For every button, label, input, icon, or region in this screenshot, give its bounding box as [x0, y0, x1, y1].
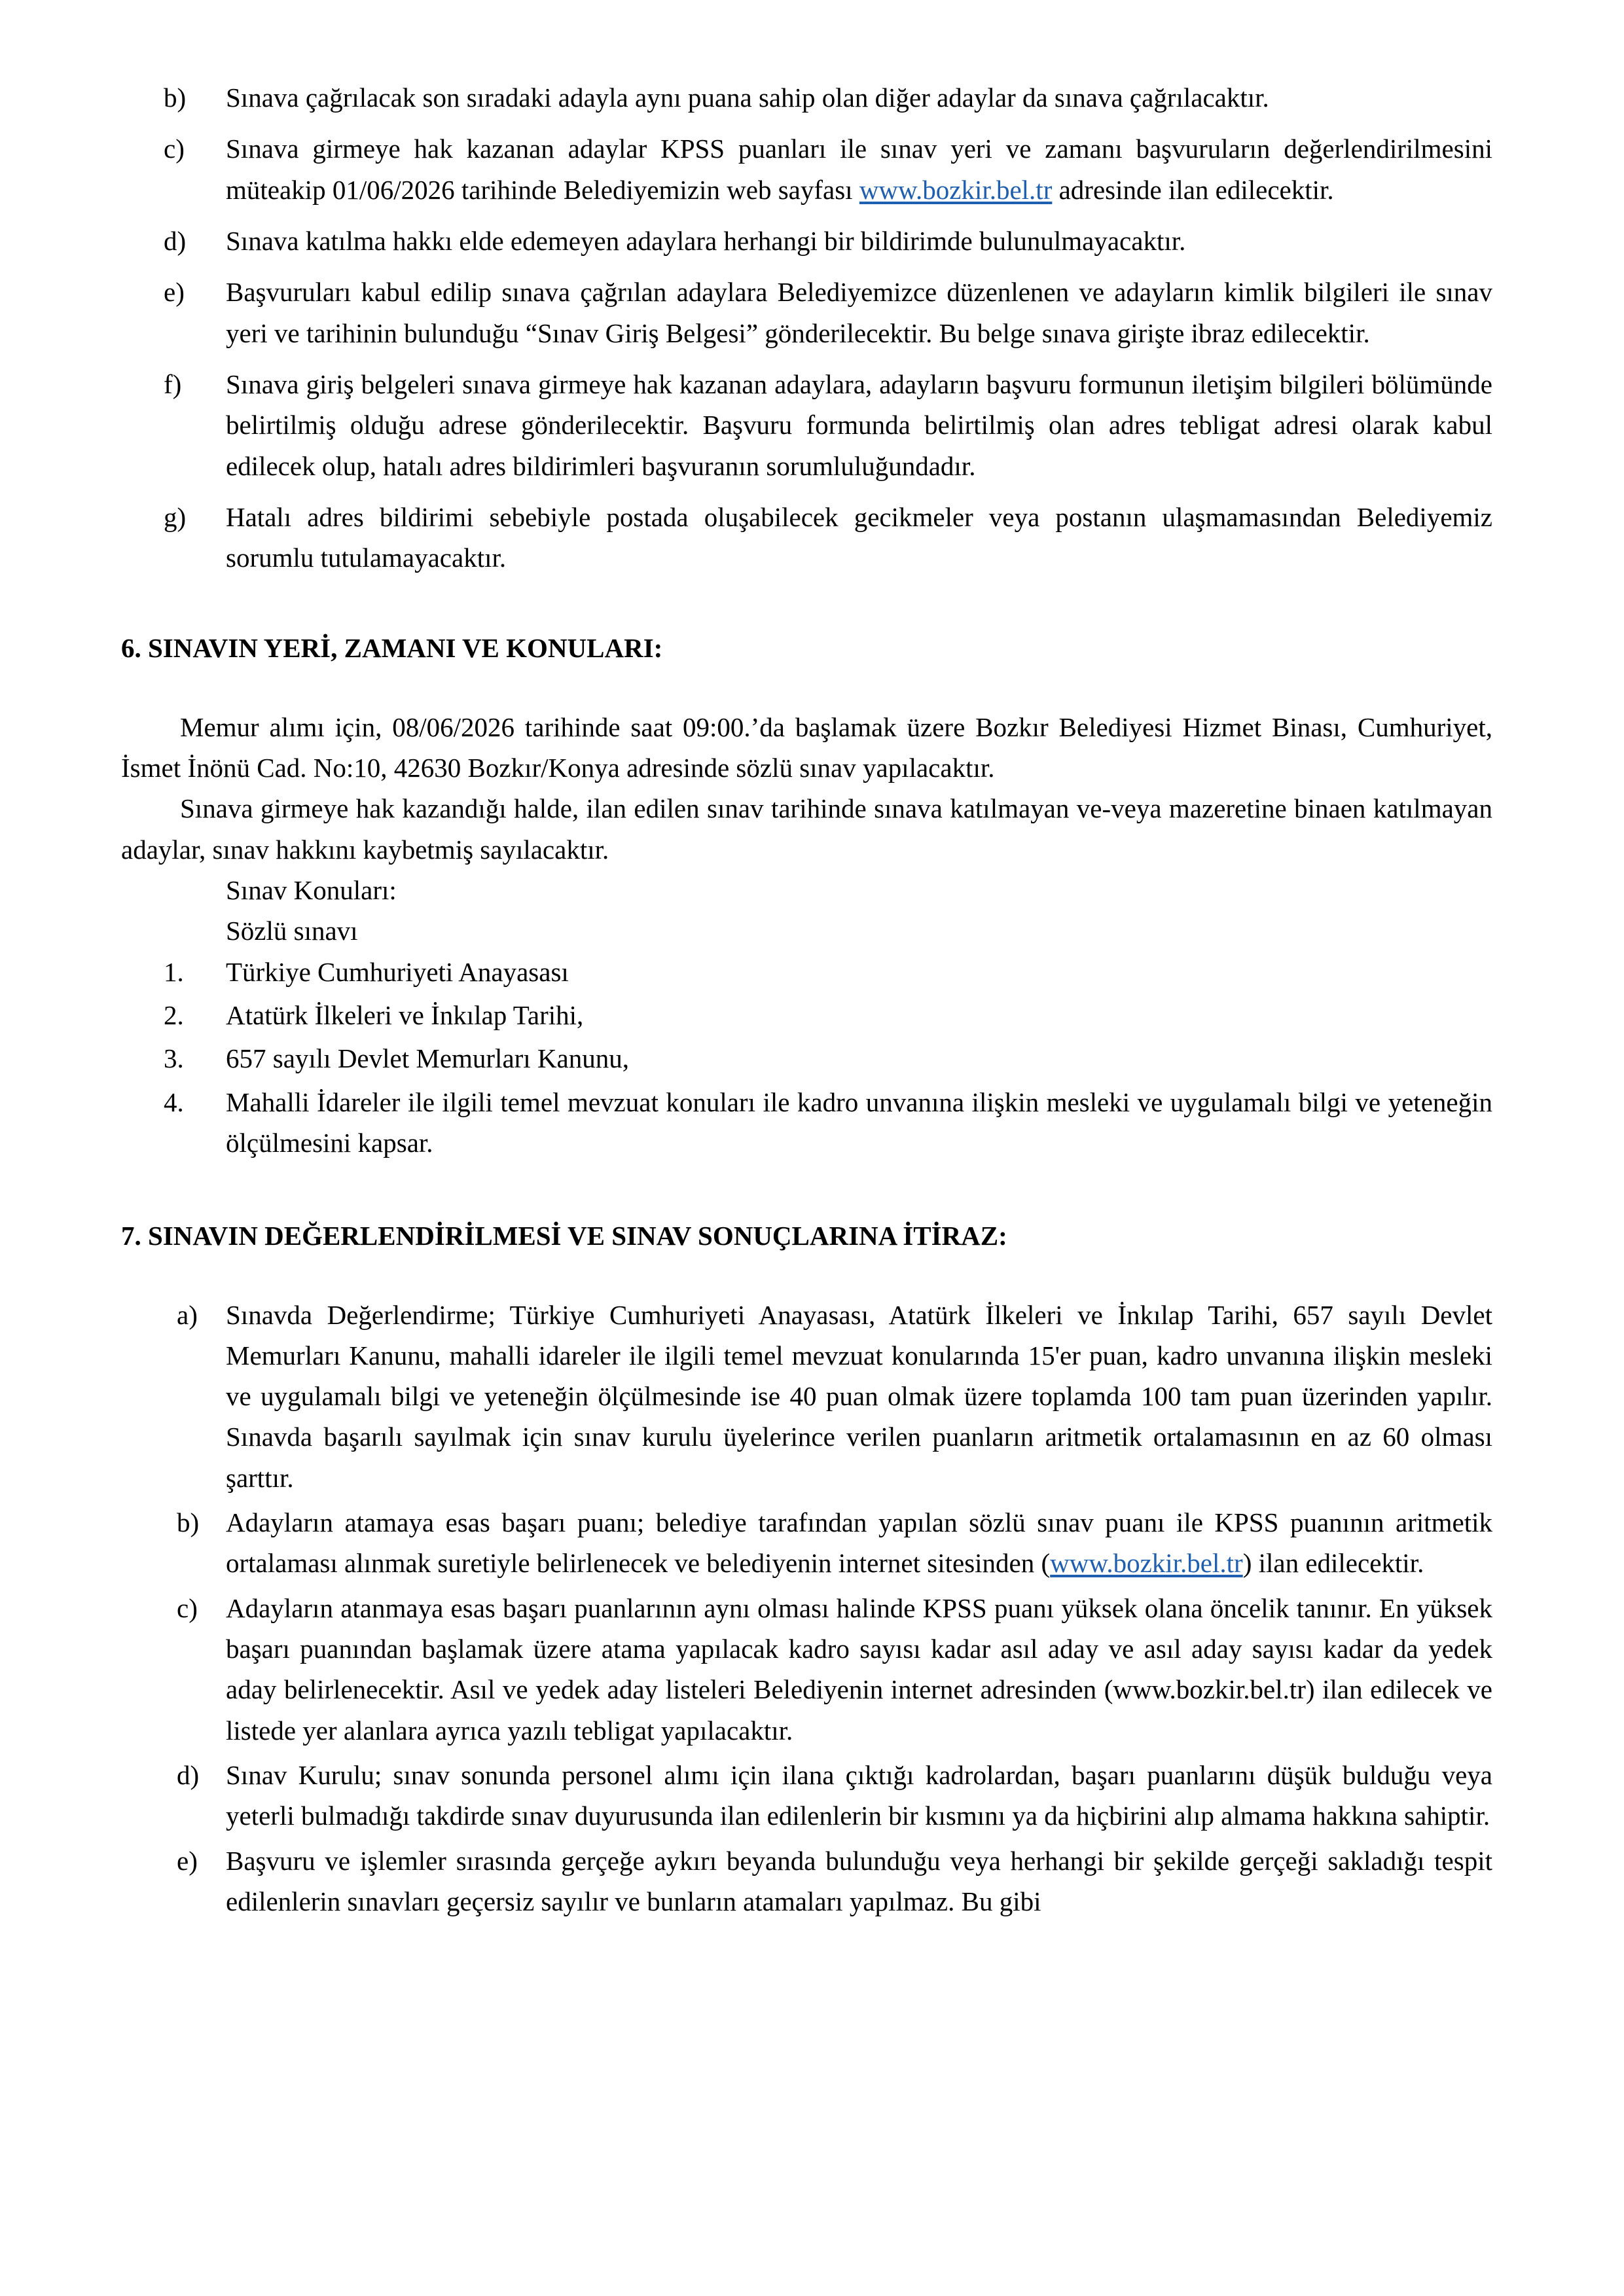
topic-text-3: 657 sayılı Devlet Memurları Kanunu, [226, 1043, 630, 1074]
spacer-after-section6-heading [121, 669, 1492, 707]
section7-text-d: Sınav Kurulu; sınav sonunda personel alımı için ilana çıktığı kadrolardan, başarı puanlarını düşük bulduğu veya yeterli bulmadığı takdirde sınav duyurusunda ilan edilenlerin bir kısmını ya da hiçbirini alıp almama hakkına sahiptir. [226, 1759, 1492, 1831]
topic-item-2 [121, 995, 1492, 1035]
section7-item-a [121, 1295, 1492, 1499]
list-text-b: Sınava çağrılacak son sıradaki adayla aynı puana sahip olan diğer adaylar da sınava çağrılacaktır. [226, 82, 1269, 113]
list-item-e [121, 272, 1492, 353]
section7-marker-a: a) [177, 1299, 198, 1330]
list-text-c-before: Sınava girmeye hak kazanan adaylar KPSS puanları ile sınav yeri ve zamanı başvuruların değerlendirilmesini müteakip 01/06/2026 tarihinde Belediyemizin web sayfası [226, 134, 1492, 205]
topic-item-3 [121, 1038, 1492, 1079]
list-text-f: Sınava giriş belgeleri sınava girmeye hak kazanan adaylara, adayların başvuru formunun iletişim bilgileri bölümünde belirtilmiş olduğu adrese gönderilecektir. Başvuru formunda belirtilmiş olan adres tebligat adresi olarak kabul edilecek olup, hatalı adres bildirimleri başvuranın sorumluluğundadır. [226, 368, 1492, 481]
list-item-d [121, 221, 1492, 261]
section7-text-b-after: ) ilan edilecektir. [1242, 1548, 1424, 1579]
topic-marker-3: 3. [164, 1043, 184, 1074]
section7-item-b [121, 1502, 1492, 1584]
spacer-before-section6 [121, 578, 1492, 628]
list-marker-g: g) [164, 501, 187, 532]
section7-marker-d: d) [177, 1759, 200, 1790]
page-content [121, 77, 1492, 1926]
list-marker-d: d) [164, 225, 187, 256]
section7-marker-c: c) [177, 1592, 198, 1623]
section7-text-c: Adayların atanmaya esas başarı puanlarının aynı olması halinde KPSS puanı yüksek olana öncelik tanınır. En yüksek başarı puanından başlamak üzere atama yapılacak kadro sayısı kadar asıl aday ve asıl aday sayısı kadar da yedek aday belirlenecektir. Asıl ve yedek aday listeleri Belediyenin internet adresinden (www.bozkir.bel.tr) ilan edilecek ve listede yer alanlara ayrıca yazılı tebligat yapılacaktır. [226, 1592, 1492, 1746]
topic-marker-2: 2. [164, 999, 184, 1030]
section7-item-d [121, 1755, 1492, 1837]
section7-letter-list [121, 1295, 1492, 1922]
topic-marker-1: 1. [164, 956, 184, 987]
spacer-after-section7-heading [121, 1257, 1492, 1295]
list-item-c [121, 128, 1492, 210]
list-item-g [121, 497, 1492, 579]
list-marker-f: f) [164, 368, 182, 399]
spacer-before-section7 [121, 1166, 1492, 1215]
section7-marker-b: b) [177, 1507, 200, 1538]
topic-item-1 [121, 952, 1492, 992]
topic-text-1: Türkiye Cumhuriyeti Anayasası [226, 956, 569, 987]
section7-item-c [121, 1588, 1492, 1751]
section6-paragraph-2: Sınava girmeye hak kazandığı halde, ilan edilen sınav tarihinde sınava katılmayan ve-veya mazeretine binaen katılmayan adaylar, sınav hakkını kaybetmiş sayılacaktır. [121, 793, 1492, 865]
section7-marker-e: e) [177, 1845, 198, 1876]
section7-heading: 7. SINAVIN DEĞERLENDİRİLMESİ VE SINAV SONUÇLARINA İTİRAZ: [121, 1221, 1007, 1251]
section7-text-a: Sınavda Değerlendirme; Türkiye Cumhuriyeti Anayasası, Atatürk İlkeleri ve İnkılap Tarihi, 657 sayılı Devlet Memurları Kanunu, mahalli idareler ile ilgili temel mevzuat konularında 15'er puan, kadro unvanına ilişkin mesleki ve uygulamalı bilgi ve yeteneğin ölçülmesinde ise 40 puan olmak üzere toplamda 100 tam puan üzerinden yapılır. Sınavda başarılı sayılmak için sınav kurulu üyelerince verilen puanların aritmetik ortalamasının en az 60 olması şarttır. [226, 1299, 1492, 1493]
section6-heading: 6. SINAVIN YERİ, ZAMANI VE KONULARI: [121, 633, 663, 664]
list-marker-c: c) [164, 134, 185, 164]
list-marker-b: b) [164, 82, 187, 113]
bozkir-website-link-2[interactable]: www.bozkir.bel.tr [1050, 1548, 1243, 1579]
section7-item-e [121, 1840, 1492, 1922]
topic-text-2: Atatürk İlkeleri ve İnkılap Tarihi, [226, 999, 584, 1030]
list-text-d: Sınava katılma hakkı elde edemeyen adaylara herhangi bir bildirimde bulunulmayacaktır. [226, 225, 1186, 256]
topic-marker-4: 4. [164, 1086, 184, 1117]
list-item-f [121, 364, 1492, 486]
list-text-g: Hatalı adres bildirimi sebebiyle postada oluşabilecek gecikmeler veya postanın ulaşmamasından Belediyemiz sorumlu tutulamayacaktır. [226, 501, 1492, 573]
section6-paragraph-1: Memur alımı için, 08/06/2026 tarihinde saat 09:00.’da başlamak üzere Bozkır Belediyesi Hizmet Binası, Cumhuriyet, İsmet İnönü Cad. No:10, 42630 Bozkır/Konya adresinde sözlü sınav yapılacaktır. [121, 711, 1492, 783]
section6-subject-label: Sınav Konuları: [226, 875, 397, 905]
topic-text-4: Mahalli İdareler ile ilgili temel mevzuat konuları ile kadro unvanına ilişkin mesleki ve uygulamalı bilgi ve yeteneğin ölçülmesini kapsar. [226, 1086, 1492, 1158]
list-text-c-after: adresinde ilan edilecektir. [1052, 174, 1334, 205]
bozkir-website-link-1[interactable]: www.bozkir.bel.tr [859, 174, 1053, 205]
list-item-b [121, 77, 1492, 118]
section6-exam-type: Sözlü sınavı [226, 916, 358, 946]
list-text-e: Başvuruları kabul edilip sınava çağrılan adaylara Belediyemizce düzenlenen ve adayların kimlik bilgileri ile sınav yeri ve tarihinin bulunduğu “Sınav Giriş Belgesi” gönderilecektir. Bu belge sınava girişte ibraz edilecektir. [226, 277, 1492, 348]
section7-text-e: Başvuru ve işlemler sırasında gerçeğe aykırı beyanda bulunduğu veya herhangi bir şekilde gerçeği sakladığı tespit edilenlerin sınavları geçersiz sayılır ve bunların atamaları yapılmaz. Bu gibi [226, 1845, 1492, 1916]
topic-item-4 [121, 1082, 1492, 1164]
list-marker-e: e) [164, 277, 185, 308]
section7-text-b-before: Adayların atamaya esas başarı puanı; belediye tarafından yapılan sözlü sınav puanı ile KPSS puanının aritmetik ortalaması alınmak suretiyle belirlenecek ve belediyenin internet sitesinden ( [226, 1507, 1492, 1579]
top-letter-list [121, 77, 1492, 578]
section6-topic-list [121, 952, 1492, 1164]
